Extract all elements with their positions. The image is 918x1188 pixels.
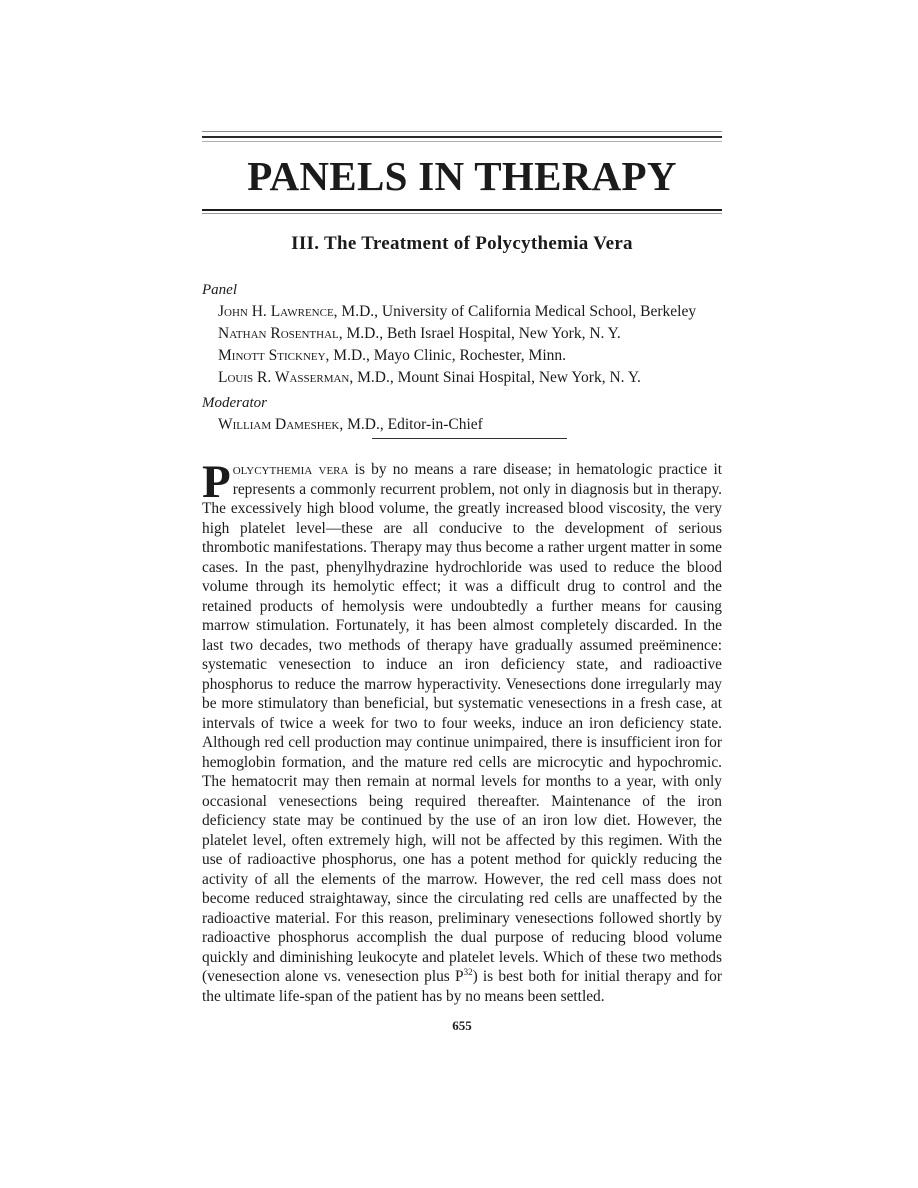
drop-cap: P — [202, 456, 231, 508]
moderator-first-name: William — [218, 416, 275, 433]
lead-in-words: olycythemia vera — [232, 461, 349, 478]
isotope-superscript: 32 — [463, 966, 473, 977]
member-last-name: Wasserman — [274, 369, 350, 386]
member-affiliation: , M.D., Mayo Clinic, Rochester, Minn. — [325, 347, 567, 364]
page-title: PANELS IN THERAPY — [247, 153, 677, 199]
member-affiliation: , M.D., Beth Israel Hospital, New York, N. Y. — [338, 325, 621, 342]
page-number: 655 — [452, 1018, 472, 1033]
member-last-name: Lawrence — [270, 303, 334, 320]
member-affiliation: , M.D., Mount Sinai Hospital, New York, N. Y. — [349, 369, 641, 386]
member-first-name: Louis R. — [218, 369, 275, 386]
section-divider — [372, 438, 567, 439]
body-text: is by no means a rare disease; in hematologic practice it represents a commonly recurrent problem, not only in diagnosis but in therapy. The excessively high blood volume, the greatly increased blood viscosity, the very high platelet level—these are all conducive to the development of serious thrombotic manifestations. Therapy may thus become a rather urgent matter in some cases. In the past, phenylhydrazine hydrochloride was used to reduce the blood volume through its hemolytic effect; it was a difficult drug to control and the retained products of hemolysis were undoubtedly a further means for causing marrow stimulation. Fortunately, it has been almost completely discarded. In the last two decades, two methods of therapy have gradually assumed preëminence: systematic venesection to induce an iron deficiency state, and radioactive phosphorus to reduce the marrow hyperactivity. Venesections done irregularly may be more stimulatory than beneficial, but systematic venesections in a fresh case, at intervals of twice a week for two to four weeks, induce an iron deficiency state. Although red cell production may continue unimpaired, there is insufficient iron for hemoglobin formation, and the mature red cells are microcytic and hypochromic. The hematocrit may then remain at normal levels for months to a year, with only occasional venesections being required thereafter. Maintenance of the iron deficiency state may be continued by the use of an iron low diet. However, the platelet level, often extremely high, will not be affected by this regimen. With the use of radioactive phosphorus, one has a potent method for quickly reducing the activity of all the elements of the marrow. However, the red cell mass does not become reduced straightaway, since the circulating red cells are unaffected by the radioactive material. For this reason, preliminary venesections followed shortly by radioactive phosphorus accomplish the dual purpose of reducing blood volume quickly and diminishing leukocyte and platelet levels. Which of these two methods (venesection alone vs. venesection plus P — [202, 461, 722, 985]
top-rule-light — [202, 141, 722, 142]
top-rule-thin — [202, 131, 722, 132]
panel-member — [218, 345, 738, 367]
moderator-heading: Moderator — [202, 395, 267, 411]
title-rule-thin — [202, 213, 722, 214]
top-rule-thick — [202, 136, 722, 138]
member-affiliation: , M.D., University of California Medical School, Berkeley — [333, 303, 697, 320]
moderator-entry — [218, 414, 483, 436]
moderator-affiliation: , M.D., Editor-in-Chief — [339, 416, 483, 433]
member-first-name: Nathan — [218, 325, 271, 342]
panel-member — [218, 323, 738, 345]
member-last-name: Rosenthal — [270, 325, 339, 342]
moderator-last-name: Dameshek — [275, 416, 340, 433]
panel-member — [218, 301, 738, 323]
body-paragraph — [202, 456, 722, 1006]
panel-member-list — [218, 301, 738, 389]
member-first-name: Minott — [218, 347, 269, 364]
body-text-end: ) is best both for initial therapy and for the ultimate life-span of the patient has by no means been settled. — [202, 968, 722, 1005]
panel-heading: Panel — [202, 282, 237, 298]
article-subtitle: III. The Treatment of Polycythemia Vera — [291, 233, 633, 254]
panel-member — [218, 367, 738, 389]
title-rule-thick — [202, 209, 722, 211]
member-last-name: Stickney — [268, 347, 326, 364]
member-first-name: John H. — [218, 303, 271, 320]
